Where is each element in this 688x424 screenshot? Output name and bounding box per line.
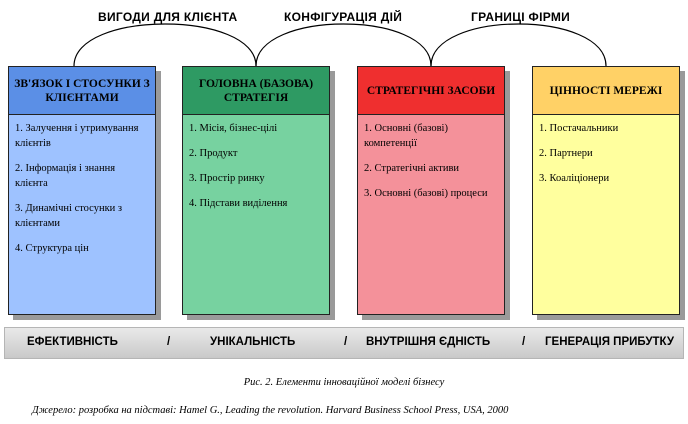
arc-company-boundaries xyxy=(431,24,606,66)
list-item: 3. Динамічні стосунки з клієнтами xyxy=(15,203,123,229)
bottom-separator: / xyxy=(344,336,348,348)
bottom-item-uniqueness: УНІКАЛЬНІСТЬ xyxy=(210,336,296,348)
column-header: ЦІННОСТІ МЕРЕЖІ xyxy=(532,66,680,115)
bottom-separator: / xyxy=(522,336,526,348)
bottom-separator: / xyxy=(167,336,171,348)
bottom-bar xyxy=(4,327,684,359)
list-item: 2. Стратегічні активи xyxy=(364,163,460,174)
list-item: 1. Постачальники xyxy=(539,123,619,134)
bottom-item-profit-generation: ГЕНЕРАЦІЯ ПРИБУТКУ xyxy=(545,336,675,348)
label-customer-benefits: ВИГОДИ ДЛЯ КЛІЄНТА xyxy=(98,10,238,24)
column-body xyxy=(357,115,505,315)
arc-activity-configuration xyxy=(256,24,431,66)
figure-caption: Рис. 2. Елементи інноваційної моделі бізнесу xyxy=(243,377,445,388)
list-item: 2. Інформація і знання клієнта xyxy=(15,163,116,189)
column-body xyxy=(8,115,156,315)
column-header: ЗВ'ЯЗОК І СТОСУНКИ З КЛІЄНТАМИ xyxy=(8,66,156,115)
arc-customer-benefits xyxy=(74,24,256,66)
bottom-item-efficiency: ЕФЕКТИВНІСТЬ xyxy=(27,336,118,348)
column-body xyxy=(182,115,330,315)
list-item: 1. Залучення і утримування клієнтів xyxy=(15,123,139,149)
label-activity-configuration: КОНФІГУРАЦІЯ ДІЙ xyxy=(284,10,403,24)
source-note: Джерело: розробка на підставі: Hamel G., Leading the revolution. Harvard Business School Press, USA, 2000 xyxy=(32,405,509,416)
column-body xyxy=(532,115,680,315)
list-item: 1. Місія, бізнес-цілі xyxy=(189,123,278,134)
list-item: 2. Продукт xyxy=(189,148,238,159)
list-item: 2. Партнери xyxy=(539,148,593,159)
column-header: ГОЛОВНА (БАЗОВА) СТРАТЕГІЯ xyxy=(182,66,330,115)
list-item: 4. Підстави виділення xyxy=(189,198,288,209)
label-company-boundaries: ГРАНИЦІ ФІРМИ xyxy=(471,10,571,24)
list-item: 3. Простір ринку xyxy=(189,173,265,184)
list-item: 3. Основні (базові) процеси xyxy=(364,188,488,199)
column-header: СТРАТЕГІЧНІ ЗАСОБИ xyxy=(357,66,505,115)
list-item: 3. Коаліціонери xyxy=(539,173,610,184)
list-item: 1. Основні (базові) компетенції xyxy=(364,123,448,149)
list-item: 4. Структура цін xyxy=(15,243,89,254)
bottom-item-internal-unity: ВНУТРІШНЯ ЄДНІСТЬ xyxy=(366,336,491,348)
